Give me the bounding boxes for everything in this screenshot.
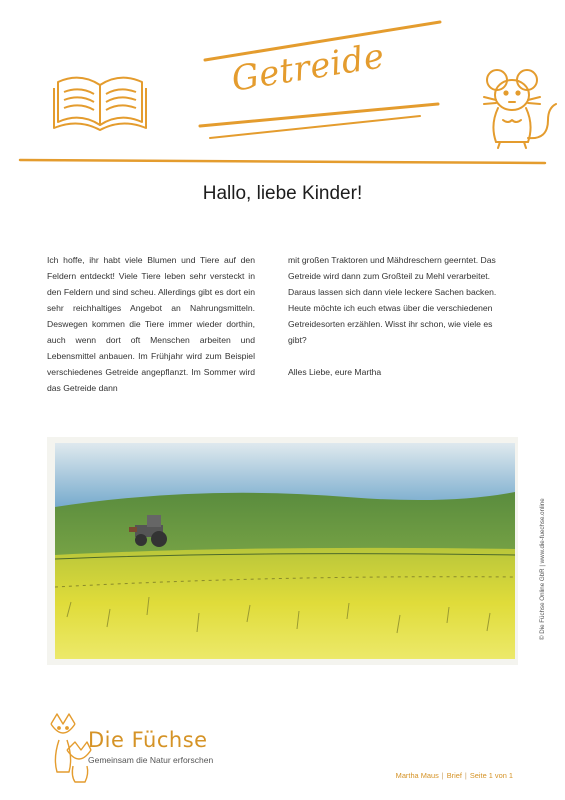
letter-signature: Alles Liebe, eure Martha xyxy=(288,367,382,377)
page-title: Getreide xyxy=(228,36,388,100)
brand-tagline: Gemeinsam die Natur erforschen xyxy=(88,755,214,765)
letter-column-right xyxy=(288,252,510,380)
field-tractor-illustration xyxy=(47,437,518,665)
footer-doc-type: Brief xyxy=(446,771,462,780)
mouse-icon xyxy=(484,70,556,148)
letter-paragraph: mit großen Traktoren und Mähdreschern geerntet. Das Getreide wird dann zum Großteil zu Mehl verarbeitet. Daraus lassen sich dann viele leckere Sachen backen. Heute möchte ich euch etwas über die verschiedenen Getreidesorten erzählen. Wisst ihr schon, wie viele es gibt? xyxy=(288,255,497,345)
letter-column-left xyxy=(47,252,255,396)
letter-paragraph: Ich hoffe, ihr habt viele Blumen und Tiere auf den Feldern entdeckt! Viele Tiere leben sehr versteckt in den Feldern und sind scheu. Allerdings gibt es dort ein sehr reichhaltiges Angebot an Nahrungsmitteln. Deswegen kommen die Tiere immer wieder dorthin, auch wenn dort oft Menschen arbeiten und Lebensmittel anbauen. Im Frühjahr wird zum Beispiel verschiedenes Getreide angepflanzt. Im Sommer wird das Getreide dann xyxy=(47,255,255,393)
brand-name: Die Füchse xyxy=(88,728,208,752)
page-header xyxy=(0,0,565,170)
copyright-side-text: © Die Füchse Online GbR | www.die-fuechse.online xyxy=(539,498,546,640)
footer-separator: | xyxy=(464,771,467,780)
footer-meta xyxy=(396,771,513,780)
footer-author: Martha Maus xyxy=(395,771,439,780)
open-book-icon xyxy=(54,78,146,130)
footer-separator: | xyxy=(441,771,444,780)
footer-page-number: Seite 1 von 1 xyxy=(469,771,513,780)
field-illustration-svg xyxy=(47,437,518,665)
greeting-heading: Hallo, liebe Kinder! xyxy=(202,183,363,204)
